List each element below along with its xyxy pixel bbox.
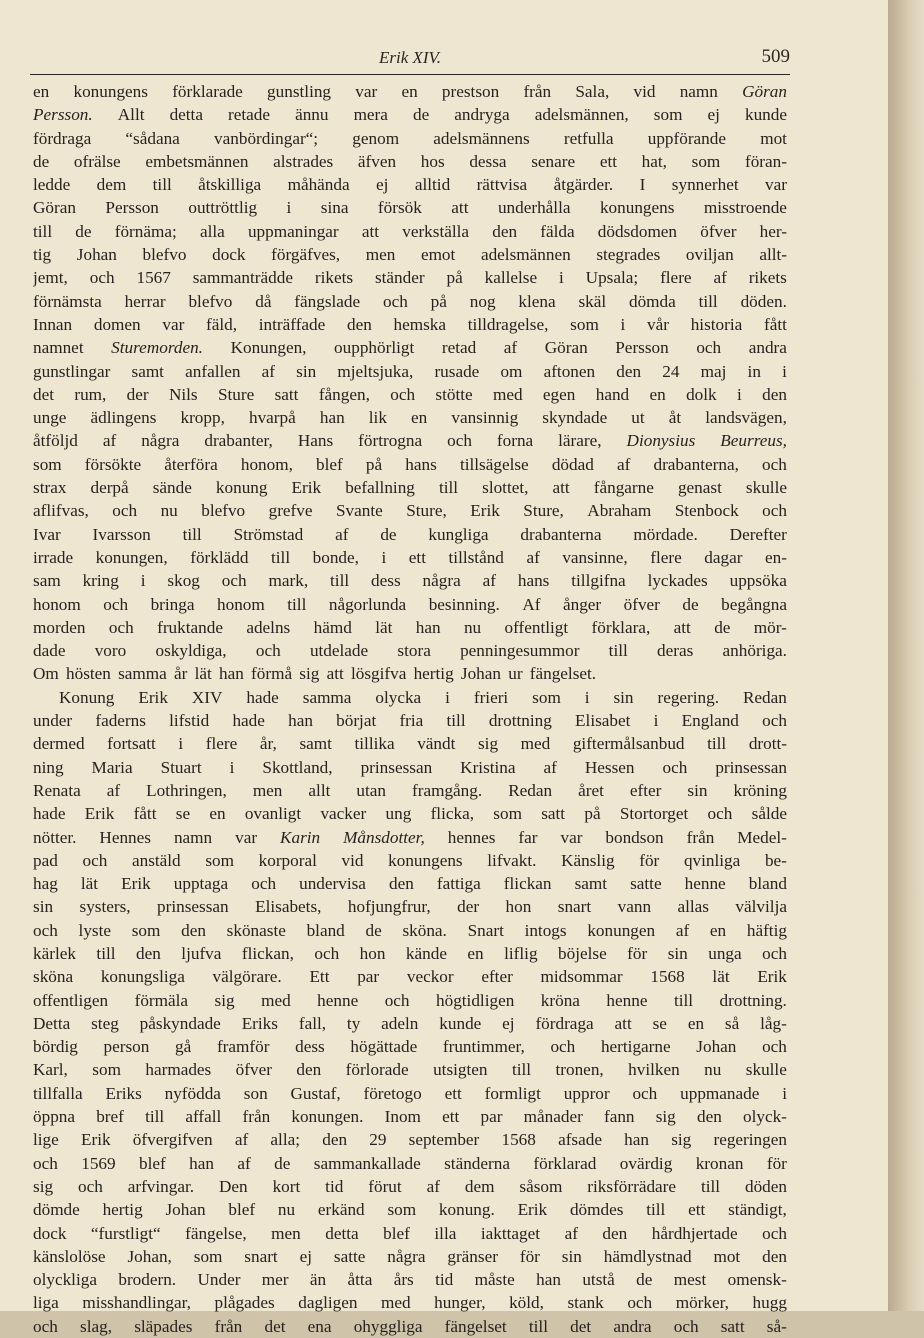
text-line: nötter. Hennes namn var Karin Månsdotter, hennes far var bondson från Medel- — [33, 827, 787, 847]
text-line: jemt, och 1567 sammanträdde rikets ständer på kallelse i Upsala; flere af rikets — [33, 268, 787, 288]
text-line: under faderns lifstid hade han börjat fria till drottning Elisabet i England och — [33, 711, 787, 731]
page-header — [30, 44, 790, 75]
text-line: morden och fruktande adelns hämd lät han nu offentligt förklara, att de mör- — [33, 617, 787, 637]
text-line: honom och bringa honom till någorlunda besinning. Af ånger öfver de begångna — [33, 594, 787, 614]
text-line: Karl, som harmades öfver den förlorade utsigten till tronen, hvilken nu skulle — [33, 1060, 787, 1080]
text-line: åtföljd af några drabanter, Hans förtrogna och forna lärare, Dionysius Beurreus, — [33, 431, 787, 451]
page-number: 509 — [761, 46, 790, 67]
text-line: unge ädlingens kropp, hvarpå han lik en vansinnig skyndade ut åt landsvägen, — [33, 408, 787, 428]
text-line: dermed fortsatt i flere år, samt tillika vändt sig med giftermålsanbud till drott- — [33, 734, 787, 754]
page-edge — [888, 0, 924, 1311]
text-line: Persson. Allt detta retade ännu mera de andryga adelsmännen, som ej kunde — [33, 105, 787, 125]
text-line: strax derpå sände konung Erik befallning till slottet, att fångarne genast skulle — [33, 478, 787, 498]
text-line: hade Erik fått se en ovanligt vacker ung flicka, som satt på Stortorget och sålde — [33, 804, 787, 824]
text-line: dömde hertig Johan blef nu erkänd som konung. Erik dömdes till ett ständigt, — [33, 1200, 787, 1220]
text-line: offentligen förmäla sig med henne och högtidligen kröna henne till drottning. — [33, 990, 787, 1010]
text-line: känslolöse Johan, som snart ej satte några gränser för sin hämdlystnad mot den — [33, 1246, 787, 1266]
text-line: gunstlingar samt anfallen af sin mjeltsjuka, rusade om aftonen den 24 maj in i — [33, 361, 787, 381]
text-line: kärlek till den ljufva flickan, och hon kände en liflig böjelse för sin unga och — [33, 943, 787, 963]
text-line: aflifvas, och nu blefvo grefve Svante Sture, Erik Sture, Abraham Stenbock och — [33, 501, 787, 521]
text-line: sam kring i skog och mark, till dess några af hans tillgifna lyckades uppsöka — [33, 571, 787, 591]
text-line: och lyste som den skönaste bland de sköna. Snart intogs konungen af en häftig — [33, 920, 787, 940]
text-line: Om hösten samma år lät han förmå sig att lösgifva hertig Johan ur fängelset. — [33, 664, 597, 684]
text-line: tig Johan blefvo dock förgäfves, men emot adelsmännen stegrades oviljan allt- — [33, 245, 787, 265]
text-line: sig och arfvingar. Den kort tid förut af dem såsom riksförrädare till döden — [33, 1176, 787, 1196]
text-line: och slag, släpades från det ena ohyggliga fängelset till det andra och satt så- — [33, 1316, 787, 1336]
text-line: namnet Sturemorden. Konungen, oupphörligt retad af Göran Persson och andra — [33, 338, 787, 358]
text-line: liga misshandlingar, plågades dagligen med hunger, köld, stank och mörker, hugg — [33, 1293, 787, 1313]
body-text — [33, 80, 787, 1338]
text-line: tillfalla Eriks nyfödda son Gustaf, företogo ett formligt uppror och uppmanade i — [33, 1083, 787, 1103]
text-line: öppna bref till affall från konungen. Inom ett par månader fann sig den olyck- — [33, 1107, 787, 1127]
text-line: ledde dem till åtskilliga måhända ej alltid rättvisa åtgärder. I synnerhet var — [33, 175, 787, 195]
text-line: bördig person gå framför dess högättade fruntimmer, och hertigarne Johan och — [33, 1037, 787, 1057]
text-line: ning Maria Stuart i Skottland, prinsessan Kristina af Hessen och prinsessan — [33, 757, 787, 777]
text-line: de ofrälse embetsmännen alstrades äfven hos dessa senare ett hat, som föran- — [33, 151, 787, 171]
text-line: lige Erik öfvergifven af alla; den 29 september 1568 afsade han sig regeringen — [33, 1130, 787, 1150]
text-line: Konung Erik XIV hade samma olycka i frieri som i sin regering. Redan — [59, 687, 787, 707]
text-line: hag lät Erik upptaga och undervisa den fattiga flickan samt satte henne bland — [33, 874, 787, 894]
text-line: fördraga “sådana vanbördingar“; genom adelsmännens retfulla uppförande mot — [33, 128, 787, 148]
text-line: Detta steg påskyndade Eriks fall, ty adeln kunde ej fördraga att se en så låg- — [33, 1013, 787, 1033]
running-title: Erik XIV. — [378, 48, 441, 67]
text-line: en konungens förklarade gunstling var en prestson från Sala, vid namn Göran — [33, 82, 787, 101]
text-line: olyckliga brodern. Under mer än åtta års tid måste han utstå de mest omensk- — [33, 1270, 787, 1290]
text-line: till de förnäma; alla uppmaningar att verkställa den fälda dödsdomen öfver her- — [33, 221, 787, 241]
text-line: irrade konungen, förklädd till bonde, i ett tillstånd af vansinne, flere dagar en- — [33, 547, 787, 567]
text-line: pad och anstäld som korporal vid konungens lifvakt. Känslig för qvinliga be- — [33, 850, 787, 870]
text-line: Innan domen var fäld, inträffade den hemska tilldragelse, som i vår historia fått — [33, 314, 787, 334]
text-line: som försökte återföra honom, blef på hans tillsägelse dödad af drabanterna, och — [33, 454, 787, 474]
text-line: förnämsta herrar blefvo då fängslade och på nog klena skäl dömda till döden. — [33, 291, 787, 311]
text-line: sin systers, prinsessan Elisabets, hofjungfrur, der hon snart vann allas välvilja — [33, 897, 787, 917]
text-line: dock “furstligt“ fängelse, men detta blef illa iakttaget af den hårdhjertade och — [33, 1223, 787, 1243]
text-line: dade voro oskyldiga, och utdelade stora penningesummor till deras anhöriga. — [33, 641, 787, 661]
text-line: Göran Persson outtröttlig i sina försök att underhålla konungens misstroende — [33, 198, 787, 218]
text-line: sköna konungsliga välgörare. Ett par veckor efter midsommar 1568 lät Erik — [33, 967, 787, 987]
text-line: Renata af Lothringen, men allt utan framgång. Redan året efter sin kröning — [33, 780, 787, 800]
text-line: det rum, der Nils Sture satt fången, och stötte med egen hand en dolk i den — [33, 384, 787, 404]
text-line: Ivar Ivarsson till Strömstad af de kungliga drabanterna mördade. Derefter — [33, 524, 787, 544]
text-line: och 1569 blef han af de sammankallade ständerna förklarad ovärdig kronan för — [33, 1153, 787, 1173]
